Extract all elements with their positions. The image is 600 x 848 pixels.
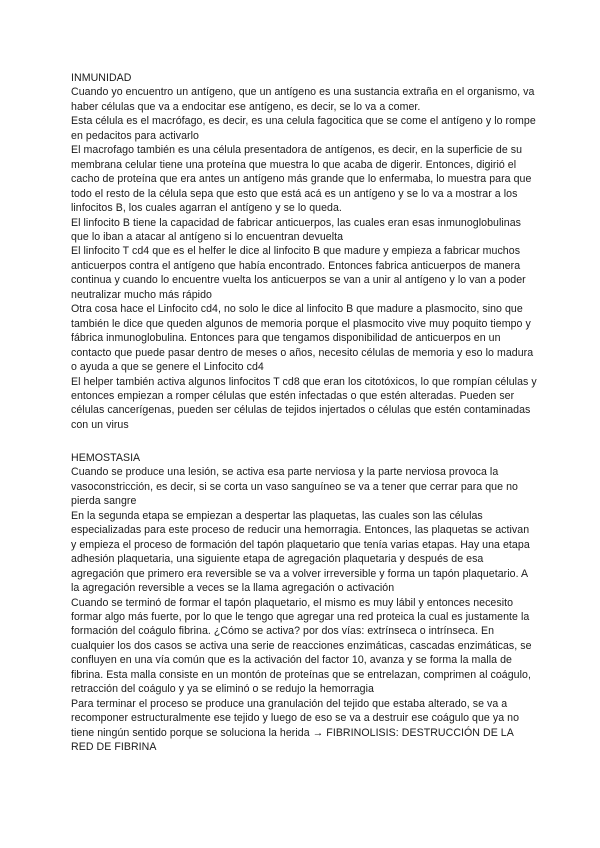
section-hemostasia bbox=[71, 451, 537, 755]
paragraph: Cuando se terminó de formar el tapón plaquetario, el mismo es muy lábil y entonces necesito formar algo más fuerte, por lo que le tengo que agregar una red proteica la cual es justamente la formación del coágulo fibrina. ¿Cómo se activa? por dos vías: extrínseca o intrínseca. En cualquier los dos casos se activa una serie de reacciones enzimáticas, cascadas enzimáticas, se confluyen en una vía común que es la activación del factor 10, avanza y se forma la malla de fibrina. Esta malla consiste en un montón de proteínas que se entrelazan, comprimen al coágulo, retracción del coágulo y ya se eliminó o se redujo la hemorragia bbox=[71, 596, 532, 696]
section-heading: HEMOSTASIA bbox=[71, 452, 141, 464]
paragraph: Cuando se produce una lesión, se activa esa parte nerviosa y la parte nerviosa provoca la vasoconstricción, es decir, si se corta un vaso sanguíneo se va a tener que cerrar para que no pierda sangre bbox=[71, 466, 518, 508]
paragraph: Otra cosa hace el Linfocito cd4, no solo le dice al linfocito B que madure a plasmocito, sino que también le dice que queden algunos de memoria porque el plasmocito vive muy poquito tiempo y fábrica inmunoglobulina. Entonces para que tengamos disponibilidad de anticuerpos en un contacto que puede pasar dentro de meses o años, necesito células de memoria y eso lo madura o ayuda a que se genere el Linfocito cd4 bbox=[71, 303, 534, 374]
paragraph: En la segunda etapa se empiezan a despertar las plaquetas, las cuales son las células especializadas para este proceso de reducir una hemorragia. Entonces, las plaquetas se activan y empieza el proceso de formación del tapón plaquetario que tenía varias etapas. Hay una etapa adhesión plaquetaria, una siguiente etapa de agregación plaquetaria y después de esa agregación que primero era reversible se va a volver irreversible y forma un tapón plaquetario. A la agregación reversible a veces se la llama agregación o activación bbox=[71, 509, 530, 595]
paragraph: Cuando yo encuentro un antígeno, que un antígeno es una sustancia extraña en el organismo, va haber células que va a endocitar ese antígeno, es decir, se lo va a comer. bbox=[71, 86, 535, 113]
paragraph: El helper también activa algunos linfocitos T cd8 que eran los citotóxicos, lo que rompían células y entonces empiezan a romper células que estén infectadas o que estén alteradas. Pueden ser células cancerígenas, pueden ser células de tejidos injertados o células que estén contaminadas con un virus bbox=[71, 375, 537, 431]
paragraph: El linfocito B tiene la capacidad de fabricar anticuerpos, las cuales eran esas inmunoglobulinas que lo iban a atacar al antígeno si lo encuentran devuelta bbox=[71, 216, 522, 243]
section-heading: INMUNIDAD bbox=[71, 72, 132, 84]
paragraph: Para terminar el proceso se produce una granulación del tejido que estaba alterado, se va a recomponer estructuralmente ese tejido y luego de eso se va a destruir ese coágulo que ya no tiene ningún sentido porque se soluciona la herida → FIBRINOLISIS: DESTRUCCIÓN DE LA RED DE FIBRINA bbox=[71, 697, 520, 754]
section-inmunidad bbox=[71, 71, 537, 432]
paragraph: El macrofago también es una célula presentadora de antígenos, es decir, en la superficie de su membrana celular tiene una proteína que muestra lo que acaba de digerir. Entonces, digirió el cacho de proteína que era antes un antígeno más grande que lo enfermaba, lo muestra para que todo el resto de la célula sepa que esto que está acá es un antígeno y se lo va a mostrar a los linfocitos B, los cuales agarran el antígeno y se lo queda. bbox=[71, 144, 532, 215]
paragraph: Esta célula es el macrófago, es decir, es una celula fagocitica que se come el antígeno y lo rompe en pedacitos para activarlo bbox=[71, 115, 536, 142]
paragraph: El linfocito T cd4 que es el helfer le dice al linfocito B que madure y empieza a fabricar muchos anticuerpos contra el antígeno que había encontrado. Entonces fabrica anticuerpos de manera continua y cuando lo encuentre vuelta los anticuerpos se van a unir al antígeno y lo van a poder neutralizar mucho más rápido bbox=[71, 245, 526, 301]
